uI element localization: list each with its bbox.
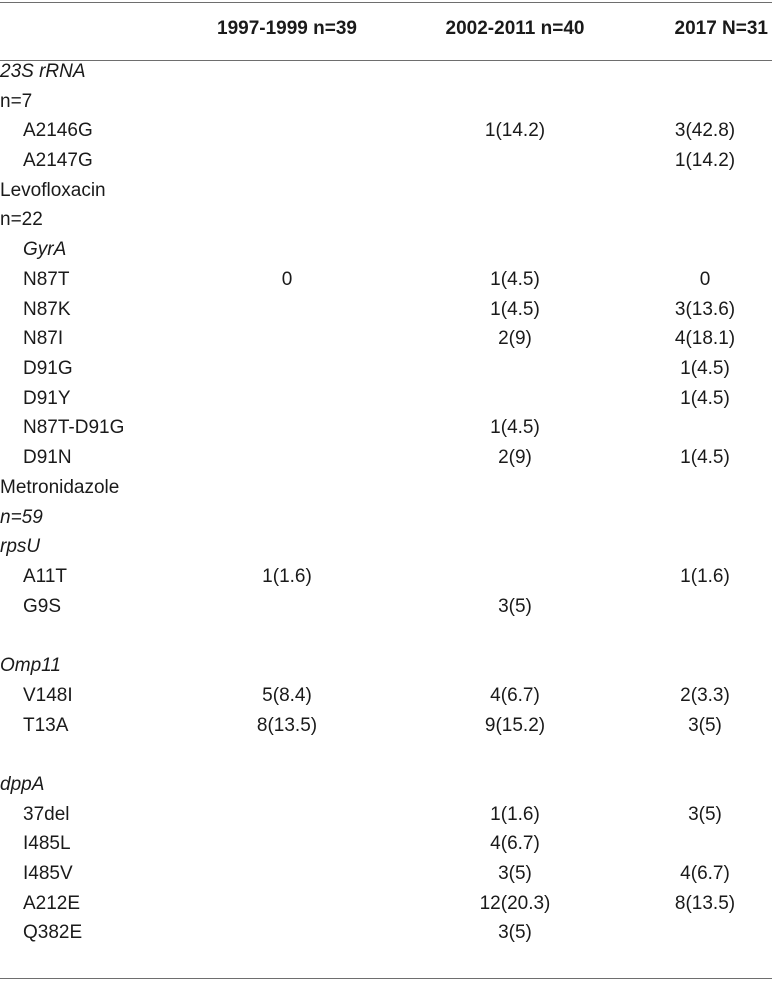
row-label: 37del xyxy=(23,804,70,825)
cell-1997-1999: 5(8.4) xyxy=(262,685,312,706)
cell-2017: 1(1.6) xyxy=(680,566,730,587)
cell-2017: 8(13.5) xyxy=(674,893,736,914)
cell-2017: 0 xyxy=(699,269,711,290)
cell-2002-2011: 1(4.5) xyxy=(490,269,540,290)
row-label: dppA xyxy=(0,774,45,795)
row-label: D91N xyxy=(23,447,72,468)
table-row xyxy=(0,651,772,681)
top-rule xyxy=(0,2,772,3)
row-label: D91G xyxy=(23,358,73,379)
cell-1997-1999: 8(13.5) xyxy=(256,715,318,736)
table-row xyxy=(0,57,772,87)
table-row xyxy=(0,800,772,830)
header-col-1997-1999: 1997-1999 n=39 xyxy=(217,18,357,39)
row-label: V148I xyxy=(23,685,73,706)
table-row xyxy=(0,87,772,117)
cell-2017: 1(4.5) xyxy=(680,447,730,468)
table-row xyxy=(0,889,772,919)
row-label: N87I xyxy=(23,328,64,349)
row-label: T13A xyxy=(23,715,69,736)
table-row xyxy=(0,354,772,384)
cell-2002-2011: 1(4.5) xyxy=(490,299,540,320)
row-label: n=59 xyxy=(0,507,43,528)
row-label: n=22 xyxy=(0,209,43,230)
table-row xyxy=(0,681,772,711)
row-label: rpsU xyxy=(0,536,41,557)
cell-2017: 2(3.3) xyxy=(680,685,730,706)
row-label: A212E xyxy=(23,893,81,914)
table-row xyxy=(0,146,772,176)
row-label: Metronidazole xyxy=(0,477,120,498)
table-row xyxy=(0,473,772,503)
cell-2017: 3(13.6) xyxy=(674,299,736,320)
row-label: Q382E xyxy=(23,922,83,943)
row-label: A2146G xyxy=(23,120,93,141)
row-label: A11T xyxy=(23,566,68,587)
header-col-2017: 2017 N=31 xyxy=(674,18,768,39)
row-label: N87K xyxy=(23,299,71,320)
cell-2017: 1(4.5) xyxy=(680,358,730,379)
row-label: 23S rRNA xyxy=(0,61,86,82)
cell-2002-2011: 3(5) xyxy=(498,596,532,617)
cell-2002-2011: 1(4.5) xyxy=(490,417,540,438)
cell-2017: 3(5) xyxy=(688,715,722,736)
row-label: GyrA xyxy=(23,239,67,260)
cell-2002-2011: 4(6.7) xyxy=(490,833,540,854)
table-row xyxy=(0,235,772,265)
table-row xyxy=(0,770,772,800)
cell-2002-2011: 3(5) xyxy=(498,863,532,884)
table-row xyxy=(0,205,772,235)
cell-2002-2011: 1(14.2) xyxy=(484,120,546,141)
cell-1997-1999: 0 xyxy=(281,269,293,290)
cell-2002-2011: 12(20.3) xyxy=(479,893,551,914)
cell-2002-2011: 2(9) xyxy=(498,447,532,468)
cell-2017: 3(5) xyxy=(688,804,722,825)
cell-2017: 4(18.1) xyxy=(674,328,736,349)
table-row xyxy=(0,443,772,473)
row-label: G9S xyxy=(23,596,62,617)
table-row xyxy=(0,562,772,592)
table-row xyxy=(0,176,772,206)
table-row xyxy=(0,918,772,948)
row-label: Levofloxacin xyxy=(0,180,106,201)
row-label: A2147G xyxy=(23,150,93,171)
cell-2017: 3(42.8) xyxy=(674,120,736,141)
cell-2017: 1(14.2) xyxy=(674,150,736,171)
table-row xyxy=(0,413,772,443)
cell-2002-2011: 4(6.7) xyxy=(490,685,540,706)
bottom-rule xyxy=(0,978,772,979)
table-row xyxy=(0,503,772,533)
row-label: I485L xyxy=(23,833,71,854)
cell-2017: 4(6.7) xyxy=(680,863,730,884)
header-col-2002-2011: 2002-2011 n=40 xyxy=(445,18,585,39)
row-label: N87T-D91G xyxy=(23,417,125,438)
row-label: I485V xyxy=(23,863,73,884)
cell-2002-2011: 3(5) xyxy=(498,922,532,943)
table-row xyxy=(0,711,772,741)
cell-2002-2011: 1(1.6) xyxy=(490,804,540,825)
table-row xyxy=(0,829,772,859)
cell-1997-1999: 1(1.6) xyxy=(262,566,312,587)
table-row xyxy=(0,859,772,889)
table-row xyxy=(0,265,772,295)
table-row xyxy=(0,532,772,562)
table-row xyxy=(0,116,772,146)
cell-2002-2011: 2(9) xyxy=(498,328,532,349)
row-label: N87T xyxy=(23,269,70,290)
row-label: Omp11 xyxy=(0,655,61,676)
table-row xyxy=(0,592,772,622)
table-row xyxy=(0,324,772,354)
row-label: D91Y xyxy=(23,388,71,409)
cell-2002-2011: 9(15.2) xyxy=(484,715,546,736)
table-row xyxy=(0,384,772,414)
table-row xyxy=(0,295,772,325)
cell-2017: 1(4.5) xyxy=(680,388,730,409)
row-label: n=7 xyxy=(0,91,33,112)
